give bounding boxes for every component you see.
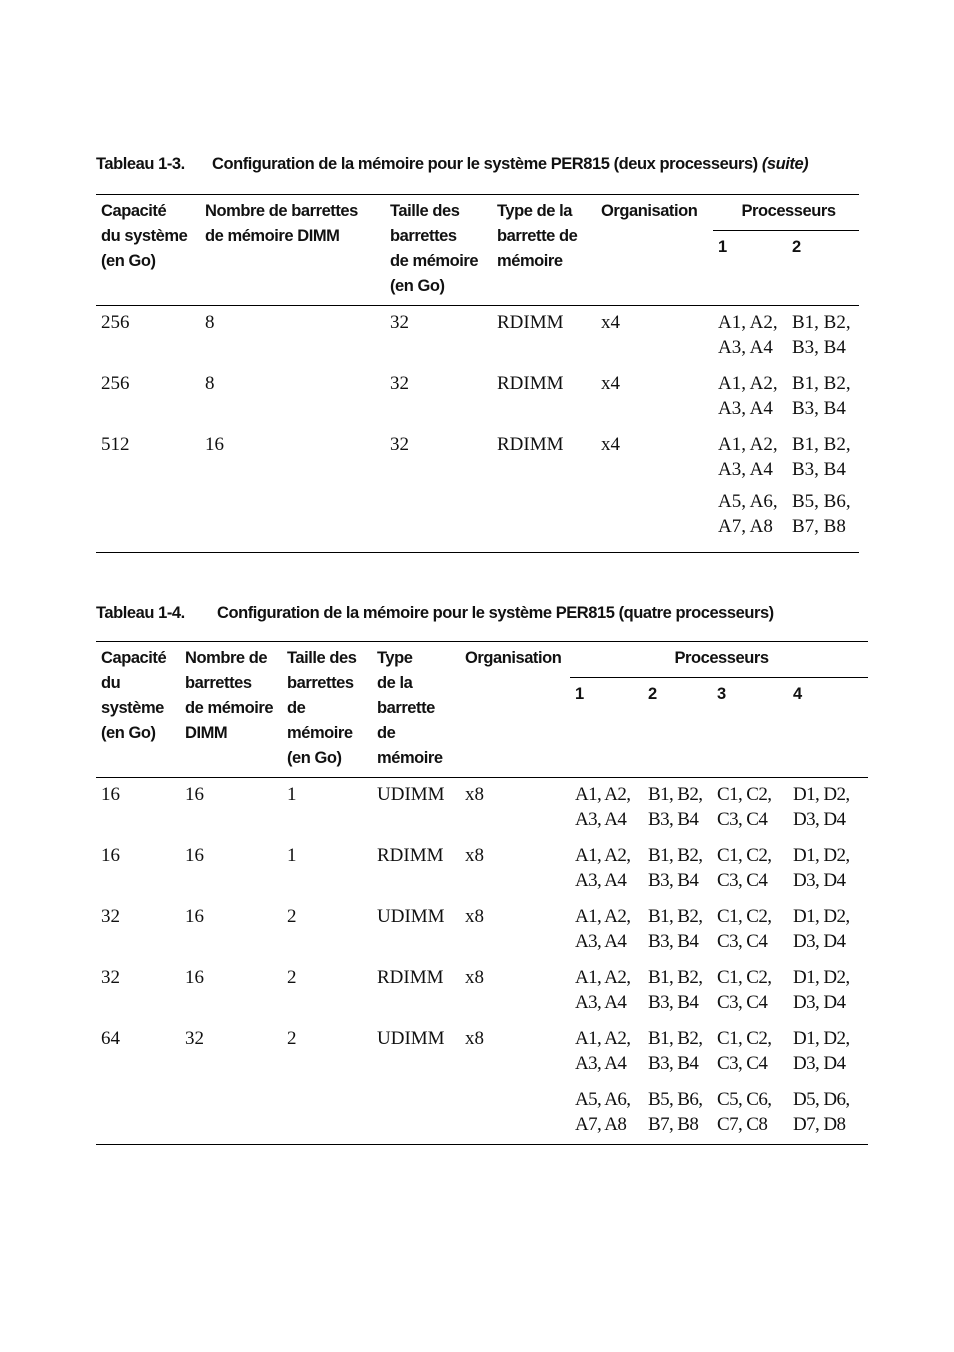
- cell-line: A1, A2,: [575, 906, 631, 927]
- table-row: [96, 489, 859, 553]
- cell-type: RDIMM: [377, 845, 444, 866]
- cell-line: A1, A2,: [575, 784, 631, 805]
- cell-p1: [570, 961, 643, 1022]
- cell-count: 16: [185, 967, 204, 988]
- cell-line: A3, A4: [575, 931, 627, 952]
- table-row: [96, 367, 859, 428]
- cell-line: mémoire: [377, 749, 443, 767]
- cell-size: [282, 1083, 372, 1145]
- table-row: [96, 428, 859, 489]
- cell-line: barrette: [377, 699, 435, 717]
- cell-line: A5, A6,: [575, 1089, 631, 1110]
- table2-caption: [96, 604, 774, 623]
- cell-p3: [712, 1022, 788, 1083]
- cell-line: de: [287, 699, 306, 717]
- cell-line: D3, D4: [793, 931, 846, 952]
- cell-size: 2: [287, 1028, 297, 1049]
- cell-p4: [788, 1022, 868, 1083]
- cell-line: A1, A2,: [575, 967, 631, 988]
- cell-line: Taille des: [287, 649, 357, 667]
- cell-line: B1, B2,: [792, 312, 851, 333]
- cell-line: C1, C2,: [717, 967, 772, 988]
- cell-line: B1, B2,: [648, 1028, 703, 1049]
- cell-count: 8: [205, 312, 215, 333]
- cell-count: 16: [185, 845, 204, 866]
- cell-line: B1, B2,: [648, 906, 703, 927]
- cell-capacity: 16: [101, 784, 120, 805]
- cell-type: [492, 489, 596, 553]
- table2-header-organisation: Organisation: [460, 642, 570, 778]
- cell-line: de la: [377, 674, 413, 692]
- cell-line: C3, C4: [717, 931, 768, 952]
- cell-line: DIMM: [185, 724, 228, 742]
- table1-caption-suffix: (suite): [761, 155, 809, 173]
- cell-p1: [570, 900, 643, 961]
- cell-count: 32: [185, 1028, 204, 1049]
- cell-type: RDIMM: [377, 967, 444, 988]
- cell-p1: [570, 1022, 643, 1083]
- cell-line: B3, B4: [648, 870, 699, 891]
- cell-p4: [788, 961, 868, 1022]
- cell-count: 16: [185, 784, 204, 805]
- cell-line: C1, C2,: [717, 784, 772, 805]
- cell-p3: [712, 900, 788, 961]
- cell-p2: [643, 1083, 712, 1145]
- cell-org: x4: [601, 373, 620, 394]
- cell-p4: [788, 1083, 868, 1145]
- table-row: [96, 778, 868, 840]
- cell-line: A7, A8: [718, 516, 773, 537]
- cell-line: A3, A4: [575, 809, 627, 830]
- cell-line: D1, D2,: [793, 845, 850, 866]
- cell-line: système: [101, 699, 164, 717]
- cell-line: A1, A2,: [718, 312, 778, 333]
- cell-capacity: 16: [101, 845, 120, 866]
- table2-header-proc-3: 3: [712, 678, 788, 778]
- cell-line: A3, A4: [575, 992, 627, 1013]
- table1-header-dimm-count: [200, 195, 385, 306]
- cell-line: de mémoire DIMM: [205, 227, 340, 245]
- cell-line: B7, B8: [648, 1114, 699, 1135]
- table2-header-dimm-type: [372, 642, 460, 778]
- table2-header-dimm-size: [282, 642, 372, 778]
- cell-type: UDIMM: [377, 906, 445, 927]
- cell-line: (en Go): [101, 724, 156, 742]
- cell-count: 16: [205, 434, 224, 455]
- cell-line: B3, B4: [648, 992, 699, 1013]
- cell-line: Nombre de: [185, 649, 268, 667]
- cell-p3: [712, 778, 788, 840]
- cell-p2: [643, 839, 712, 900]
- cell-line: B3, B4: [648, 809, 699, 830]
- cell-line: C1, C2,: [717, 1028, 772, 1049]
- table1-header-dimm-size: [385, 195, 492, 306]
- cell-count: 16: [185, 906, 204, 927]
- cell-org: x8: [465, 845, 484, 866]
- cell-line: D5, D6,: [793, 1089, 850, 1110]
- cell-line: B1, B2,: [648, 845, 703, 866]
- cell-line: B3, B4: [792, 337, 846, 358]
- cell-line: A1, A2,: [575, 1028, 631, 1049]
- table1-caption: [96, 155, 808, 174]
- cell-line: Type: [377, 649, 413, 667]
- cell-type: [372, 1083, 460, 1145]
- table2-header-proc-4: 4: [788, 678, 868, 778]
- cell-size: 2: [287, 906, 297, 927]
- cell-line: D7, D8: [793, 1114, 846, 1135]
- cell-p2: [643, 778, 712, 840]
- cell-line: (en Go): [390, 277, 445, 295]
- table1-caption-text: Configuration de la mémoire pour le système PER815 (deux processeurs): [212, 155, 758, 173]
- cell-line: A5, A6,: [718, 491, 778, 512]
- table2: [96, 641, 868, 1145]
- table1-header: [96, 195, 859, 306]
- table1-caption-number: Tableau 1-3.: [96, 155, 185, 173]
- cell-line: barrette de: [497, 227, 578, 245]
- cell-size: 2: [287, 967, 297, 988]
- cell-line: D1, D2,: [793, 967, 850, 988]
- table-row: [96, 961, 868, 1022]
- cell-line: B5, B6,: [792, 491, 851, 512]
- cell-p2: [643, 1022, 712, 1083]
- table1-header-dimm-type: [492, 195, 596, 306]
- cell-line: B3, B4: [648, 1053, 699, 1074]
- cell-capacity: 32: [101, 906, 120, 927]
- table2-caption-text: Configuration de la mémoire pour le système PER815 (quatre processeurs): [217, 604, 774, 622]
- cell-line: Taille des: [390, 202, 460, 220]
- table2-body: [96, 778, 868, 1145]
- table2-header-proc-1: 1: [570, 678, 643, 778]
- cell-type: RDIMM: [497, 312, 564, 333]
- cell-line: C3, C4: [717, 1053, 768, 1074]
- cell-type: RDIMM: [497, 373, 564, 394]
- cell-org: x8: [465, 906, 484, 927]
- cell-capacity: 32: [101, 967, 120, 988]
- table1-header-capacity: [96, 195, 200, 306]
- cell-p2: [787, 367, 859, 428]
- cell-line: A1, A2,: [718, 434, 778, 455]
- cell-line: mémoire: [287, 724, 353, 742]
- cell-capacity: 256: [101, 373, 130, 394]
- cell-line: Capacité: [101, 202, 167, 220]
- cell-org: x4: [601, 434, 620, 455]
- cell-line: C5, C6,: [717, 1089, 772, 1110]
- cell-capacity: [96, 1083, 180, 1145]
- cell-p4: [788, 900, 868, 961]
- cell-line: A3, A4: [575, 870, 627, 891]
- cell-p2: [643, 900, 712, 961]
- cell-line: B1, B2,: [648, 967, 703, 988]
- cell-size: [385, 489, 492, 553]
- cell-line: A3, A4: [718, 337, 773, 358]
- cell-line: B5, B6,: [648, 1089, 703, 1110]
- cell-type: UDIMM: [377, 1028, 445, 1049]
- cell-count: [200, 489, 385, 553]
- cell-size: 32: [390, 312, 409, 333]
- table1-header-processors: Processeurs: [713, 195, 859, 231]
- cell-p1: [713, 428, 787, 489]
- table1: [96, 194, 859, 553]
- cell-size: 1: [287, 845, 297, 866]
- cell-type: UDIMM: [377, 784, 445, 805]
- cell-line: Type de la: [497, 202, 572, 220]
- cell-line: C1, C2,: [717, 845, 772, 866]
- cell-p3: [712, 961, 788, 1022]
- cell-count: 8: [205, 373, 215, 394]
- cell-p1: [713, 306, 787, 368]
- cell-org: [596, 489, 713, 553]
- cell-p3: [712, 839, 788, 900]
- table1-header-proc-2: 2: [787, 231, 859, 306]
- cell-p4: [788, 839, 868, 900]
- cell-line: B3, B4: [792, 459, 846, 480]
- cell-line: barrettes: [185, 674, 252, 692]
- cell-p1: [713, 367, 787, 428]
- cell-line: C7, C8: [717, 1114, 768, 1135]
- cell-line: de mémoire: [390, 252, 479, 270]
- cell-p2: [787, 489, 859, 553]
- cell-line: barrettes: [287, 674, 354, 692]
- cell-p2: [643, 961, 712, 1022]
- cell-line: C1, C2,: [717, 906, 772, 927]
- cell-size: 1: [287, 784, 297, 805]
- cell-line: D3, D4: [793, 992, 846, 1013]
- cell-line: (en Go): [287, 749, 342, 767]
- cell-org: x8: [465, 967, 484, 988]
- cell-line: B1, B2,: [648, 784, 703, 805]
- table2-header-dimm-count: [180, 642, 282, 778]
- cell-line: A3, A4: [718, 398, 773, 419]
- table-row: [96, 839, 868, 900]
- cell-line: D3, D4: [793, 870, 846, 891]
- table2-header: [96, 642, 868, 778]
- cell-p1: [570, 1083, 643, 1145]
- cell-p4: [788, 778, 868, 840]
- cell-org: [460, 1083, 570, 1145]
- cell-line: A1, A2,: [718, 373, 778, 394]
- cell-line: B1, B2,: [792, 373, 851, 394]
- cell-line: D3, D4: [793, 809, 846, 830]
- cell-line: C3, C4: [717, 809, 768, 830]
- cell-line: (en Go): [101, 252, 156, 270]
- table1-header-proc-1: 1: [713, 231, 787, 306]
- table1-body: [96, 306, 859, 553]
- cell-line: A3, A4: [718, 459, 773, 480]
- cell-capacity: 64: [101, 1028, 120, 1049]
- cell-org: x8: [465, 1028, 484, 1049]
- cell-line: B1, B2,: [792, 434, 851, 455]
- table-row: [96, 1022, 868, 1083]
- cell-type: RDIMM: [497, 434, 564, 455]
- cell-line: mémoire: [497, 252, 563, 270]
- cell-line: du: [101, 674, 121, 692]
- cell-count: [180, 1083, 282, 1145]
- cell-line: Capacité: [101, 649, 167, 667]
- table2-header-processors: Processeurs: [570, 642, 868, 678]
- cell-line: A3, A4: [575, 1053, 627, 1074]
- cell-p1: [570, 839, 643, 900]
- cell-line: A7, A8: [575, 1114, 627, 1135]
- cell-capacity: 512: [101, 434, 130, 455]
- cell-org: x4: [601, 312, 620, 333]
- cell-line: barrettes: [390, 227, 457, 245]
- cell-line: du système: [101, 227, 188, 245]
- cell-line: D1, D2,: [793, 906, 850, 927]
- table1-header-organisation: Organisation: [596, 195, 713, 306]
- cell-p2: [787, 306, 859, 368]
- cell-line: de: [377, 724, 396, 742]
- table-row: [96, 306, 859, 368]
- cell-p1: [713, 489, 787, 553]
- cell-line: B7, B8: [792, 516, 846, 537]
- cell-line: D1, D2,: [793, 1028, 850, 1049]
- cell-size: 32: [390, 373, 409, 394]
- cell-line: Nombre de barrettes: [205, 202, 358, 220]
- cell-p2: [787, 428, 859, 489]
- cell-line: B3, B4: [792, 398, 846, 419]
- cell-org: x8: [465, 784, 484, 805]
- cell-capacity: 256: [101, 312, 130, 333]
- cell-line: de mémoire: [185, 699, 274, 717]
- table-row: [96, 900, 868, 961]
- table-row: [96, 1083, 868, 1145]
- cell-capacity: [96, 489, 200, 553]
- cell-line: B3, B4: [648, 931, 699, 952]
- cell-p1: [570, 778, 643, 840]
- table2-caption-number: Tableau 1-4.: [96, 604, 185, 622]
- cell-line: D3, D4: [793, 1053, 846, 1074]
- cell-line: C3, C4: [717, 870, 768, 891]
- table2-header-proc-2: 2: [643, 678, 712, 778]
- cell-size: 32: [390, 434, 409, 455]
- cell-line: A1, A2,: [575, 845, 631, 866]
- cell-line: C3, C4: [717, 992, 768, 1013]
- table2-header-capacity: [96, 642, 180, 778]
- cell-line: D1, D2,: [793, 784, 850, 805]
- cell-p3: [712, 1083, 788, 1145]
